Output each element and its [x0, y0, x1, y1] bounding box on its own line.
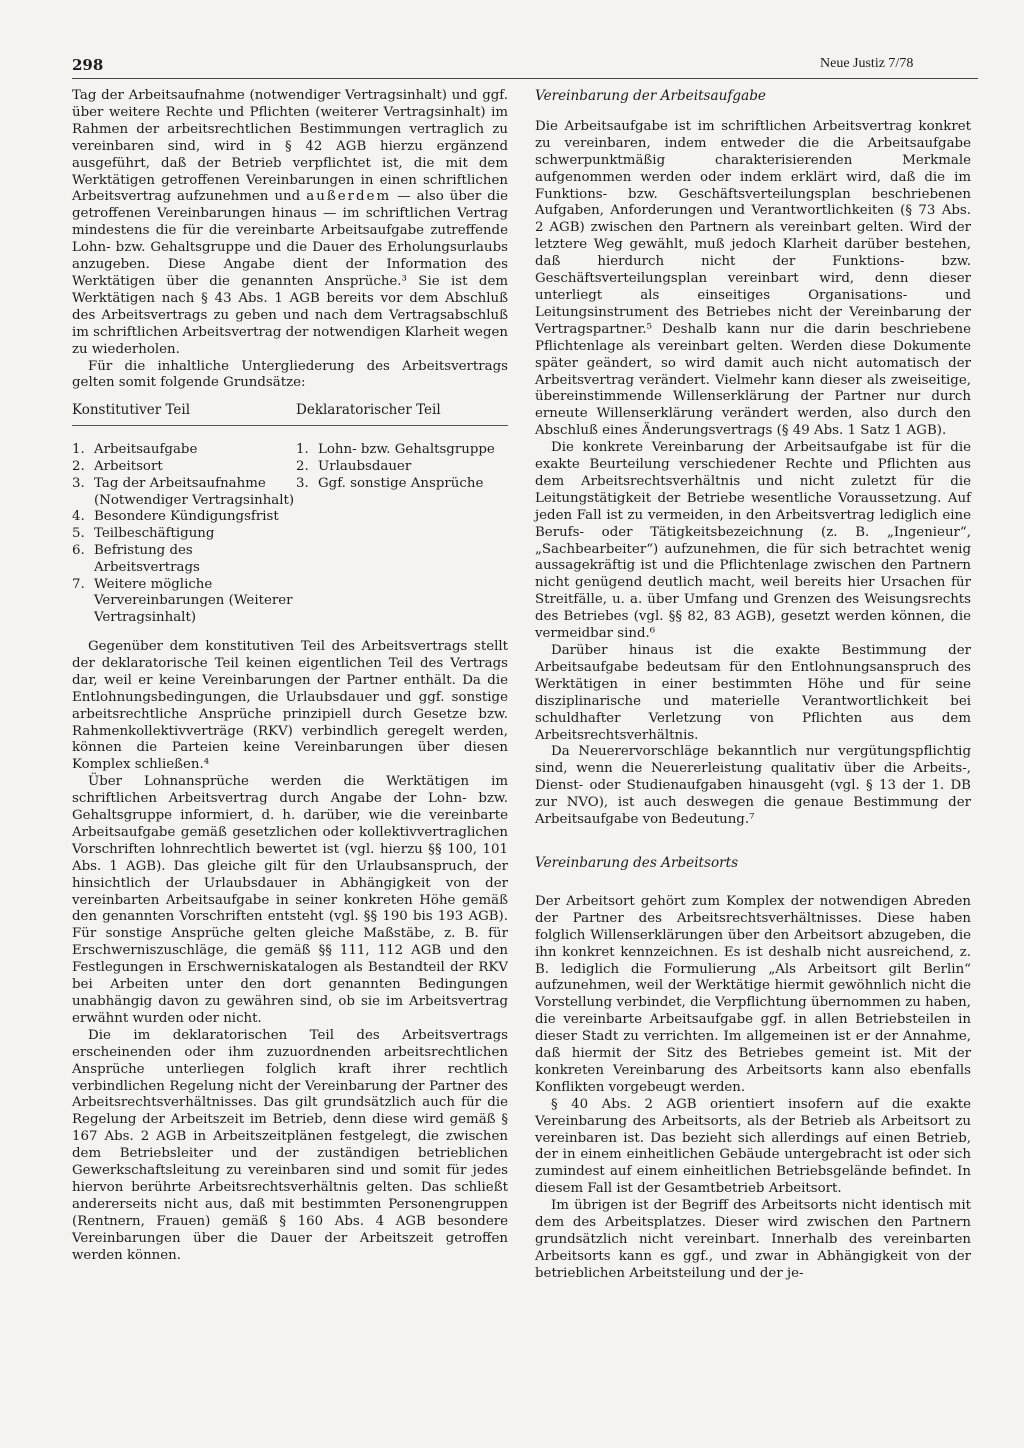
page-number: 298: [72, 56, 104, 74]
paragraph: Für die inhaltliche Untergliederung des Arbeitsvertrags gelten somit folgende Grundsätze:: [72, 358, 508, 391]
right-column: [535, 88, 971, 1283]
list-item-text: Arbeitsaufgabe: [94, 442, 198, 458]
contract-structure-table: [72, 402, 508, 627]
list-item-number: 2.: [296, 459, 309, 475]
left-column: [72, 88, 508, 1265]
paragraph: Die im deklaratorischen Teil des Arbeitsvertrags erscheinenden oder ihm zuzuordnenden arbeitsrechtlichen Ansprüche unterliegen folglich kraft ihrer rechtlich verbindlichen Regelung nicht der Vereinbarung der Partner des Arbeitsrechtsverhältnisses. Das gilt grundsätzlich auch für die Regelung der Arbeitszeit im Betrieb, denn diese wird gemäß § 167 Abs. 2 AGB in Arbeitszeitplänen festgelegt, die zwischen dem Betriebsleiter und der zuständigen betrieblichen Gewerkschaftsleitung zu vereinbaren sind und somit für jedes hiervon berührte Arbeitsrechtsverhältnis gelten. Das schließt andererseits nicht aus, daß mit bestimmten Personengruppen (Rentnern, Frauen) gemäß § 160 Abs. 4 AGB besondere Vereinbarungen über die Dauer der Arbeitszeit getroffen werden können.: [72, 1027, 508, 1263]
list-item-number: 6.: [72, 543, 85, 558]
list-item-text: Besondere Kündigungsfrist: [94, 509, 279, 525]
list-item-text: Tag der Arbeitsaufnahme (Notwendiger Vertragsinhalt): [94, 475, 295, 508]
column-header-konstitutiv: Konstitutiver Teil: [72, 402, 191, 419]
list-item-number: 3.: [72, 475, 85, 491]
list-item: [72, 526, 296, 543]
paragraph: Über Lohnansprüche werden die Werktätigen im schriftlichen Arbeitsvertrag durch Angabe der Lohn- bzw. Gehaltsgruppe informiert, d. h. darüber, wie die vereinbarte Arbeitsaufgabe gemäß gesetzlichen oder kollektivvertraglichen Vorschriften lohnrechtlich bewertet ist (vgl. hierzu §§ 100, 101 Abs. 1 AGB). Das gleiche gilt für den Urlaubsanspruch, der hinsichtlich der Urlaubsdauer in Abhängigkeit von der vereinbarten Arbeitsaufgabe in seiner konkreten Höhe gemäß den genannten Vorschriften entsteht (vgl. §§ 190 bis 193 AGB). Für sonstige Ansprüche gelten gleiche Maßstäbe, z. B. für Erschwerniszuschläge, die gemäß §§ 111, 112 AGB und den Festlegungen in Erschwerniskatalogen als Bestandteil der RKV bei Arbeiten unter den dort genannten Bedingungen unabhängig davon zu gewähren sind, ob sie im Arbeitsvertrag erwähnt wurden oder nicht.: [72, 774, 508, 1026]
list-item: [296, 476, 508, 493]
list-item-text: Befristung des Arbeitsvertrags: [94, 543, 200, 575]
section-heading: Vereinbarung des Arbeitsorts: [535, 854, 739, 871]
paragraph: Die konkrete Vereinbarung der Arbeitsaufgabe ist für die exakte Beurteilung verschiedener Rechte und Pflichten aus dem Arbeitsrechtsverhältnis und nicht zuletzt für die Leitungstätigkeit der Betriebe wesentliche Voraussetzung. Auf jeden Fall ist zu vermeiden, in den Arbeitsvertrag lediglich eine Berufs- oder Tätigkeitsbezeichnung (z. B. „Ingenieur“, „Sachbearbeiter“) aufzunehmen, die für sich betrachtet wenig aussagekräftig ist und die Pflichtenlage zwischen den Partnern nicht genügend deutlich macht, weil bereits hier Ursachen für Streitfälle, u. a. über Umfang und Grenzen des Weisungsrechts des Betriebes (vgl. §§ 82, 83 AGB), gesetzt werden können, die vermeidbar sind.⁶: [535, 440, 971, 642]
paragraph: Tag der Arbeitsaufnahme (notwendiger Vertragsinhalt) und ggf. über weitere Rechte und Pflichten (weiterer Vertragsinhalt) im Rahmen der arbeitsrechtlichen Bestimmungen vertraglich zu vereinbaren sind, wird in § 42 AGB hierzu ergänzend ausgeführt, daß der Betrieb verpflichtet ist, die mit dem Werktätigen getroffenen Vereinbarungen in einen schriftlichen Arbeitsvertrag aufzunehmen und außerdem — also über die getroffenen Vereinbarungen hinaus — im schriftlichen Vertrag mindestens die für die vereinbarte Arbeitsaufgabe zutreffende Lohn- bzw. Gehaltsgruppe und die Dauer des Erholungsurlaubs anzugeben. Diese Angabe dient der Information des Werktätigen über die genannten Ansprüche.³ Sie ist dem Werktätigen nach § 43 Abs. 1 AGB bereits vor dem Abschluß des Arbeitsvertrags zu geben und nach dem Vertragsabschluß im schriftlichen Arbeitsvertrag der notwendigen Klarheit wegen zu wiederholen.: [72, 88, 508, 357]
header-rule: [72, 78, 978, 79]
list-item-number: 3.: [296, 475, 309, 491]
paragraph: Da Neuerervorschläge bekanntlich nur vergütungspflichtig sind, wenn die Neuererleistung qualitativ über die Arbeits-, Dienst- oder Studienaufgaben hinausgeht (vgl. § 13 der 1. DB zur NVO), ist auch deswegen die genaue Bestimmung der Arbeitsaufgabe von Bedeutung.⁷: [535, 744, 971, 828]
table-header: [72, 402, 508, 426]
paragraph: Im übrigen ist der Begriff des Arbeitsorts nicht identisch mit dem des Arbeitsplatzes. Dieser wird zwischen den Partnern grundsätzlich nicht vereinbart. Innerhalb des vereinbarten Arbeitsorts kann es ggf., und zwar in Abhängigkeit von der betrieblichen Arbeitsteilung und der je-: [535, 1198, 971, 1281]
list-item: [72, 459, 296, 476]
list-item-number: 7.: [72, 576, 85, 592]
list-item-number: 1.: [296, 442, 309, 458]
list-item-number: 5.: [72, 526, 85, 542]
section-heading: Vereinbarung der Arbeitsaufgabe: [535, 88, 766, 104]
list-item-text: Urlaubsdauer: [318, 459, 412, 475]
journal-title: Neue Justiz 7/78: [820, 56, 914, 71]
column-header-deklaratorisch: Deklaratorischer Teil: [296, 402, 441, 419]
list-item: [296, 459, 508, 476]
paragraph: § 40 Abs. 2 AGB orientiert insofern auf die exakte Vereinbarung des Arbeitsorts, als der Betrieb als Arbeitsort zu vereinbaren ist. Das bezieht sich allerdings auf einen Betrieb, der in einem einheitlichen Gebäude untergebracht ist oder sich zumindest auf einem einheitlichen Betriebsgelände befindet. In diesem Fall ist der Gesamtbetrieb Arbeitsort.: [535, 1096, 971, 1197]
list-item: [72, 476, 296, 510]
list-item-number: 2.: [72, 459, 85, 475]
paragraph: Gegenüber dem konstitutiven Teil des Arbeitsvertrags stellt der deklaratorische Teil keinen eigentlichen Teil des Vertrags dar, weil er keine Vereinbarungen der Partner enthält. Da die Entlohnungsbedingungen, die Urlaubsdauer und ggf. sonstige arbeitsrechtliche Ansprüche prinzipiell durch Gesetze bzw. Rahmenkollektivverträge (RKV) verbindlich geregelt werden, können die Parteien keine Vereinbarungen über diesen Komplex schließen.⁴: [72, 638, 508, 773]
list-item-text: Arbeitsort: [94, 459, 163, 475]
list-item-text: Teilbeschäftigung: [94, 526, 215, 542]
list-item: [296, 442, 508, 459]
spaced-word: außerdem: [306, 189, 392, 205]
list-item-number: 1.: [72, 442, 85, 458]
list-item: [72, 442, 296, 459]
list-item-text: Weitere mögliche Ververeinbarungen (Weiterer Vertragsinhalt): [94, 576, 293, 626]
paragraph: Der Arbeitsort gehört zum Komplex der notwendigen Abreden der Partner des Arbeitsrechtsverhältnisses. Diese haben folglich Willenserklärungen über den Arbeitsort abzugeben, die ihn konkret kennzeichnen. Es ist deshalb nicht ausreichend, z. B. lediglich die Formulierung „Als Arbeitsort gilt Berlin“ aufzunehmen, weil der Werktätige hiermit gewöhnlich nicht die Vorstellung verbindet, die Verpflichtung übernommen zu haben, die vereinbarte Arbeitsaufgabe ggf. in allen Betriebsteilen in dieser Stadt zu verrichten. Im allgemeinen ist er der Annahme, daß hiermit der Sitz des Betriebes gemeint ist. Mit der konkreten Vereinbarung des Arbeitsorts kann also ebenfalls Konflikten vorgebeugt werden.: [535, 893, 971, 1095]
list-item: [72, 543, 296, 577]
list-item-text: Lohn- bzw. Gehaltsgruppe: [318, 442, 495, 458]
paragraph: Darüber hinaus ist die exakte Bestimmung der Arbeitsaufgabe bedeutsam für den Entlohnungsanspruch des Werktätigen in einer bestimmten Höhe und für seine disziplinarische und materielle Verantwortlichkeit bei schuldhafter Verletzung von Pflichten aus dem Arbeitsrechtsverhältnis.: [535, 643, 971, 743]
list-item: [72, 509, 296, 526]
list-item-text: Ggf. sonstige Ansprüche: [318, 475, 484, 491]
list-item-number: 4.: [72, 509, 85, 525]
paragraph: Die Arbeitsaufgabe ist im schriftlichen Arbeitsvertrag konkret zu vereinbaren, indem entweder die die Arbeitsaufgabe schwerpunktmäßig charakterisierenden Merkmale aufgenommen werden oder indem erklärt wird, daß die im Funktions- bzw. Geschäftsverteilungsplan beschriebenen Aufgaben, Anforderungen und Verantwortlichkeiten (§ 73 Abs. 2 AGB) zwischen den Partnern als vereinbart gelten. Wird der letztere Weg gewählt, muß jedoch Klarheit darüber bestehen, daß hierdurch nicht der Funktions- bzw. Geschäftsverteilungsplan vereinbart wird, denn dieser unterliegt als einseitiges Organisations- und Leitungsinstrument des Betriebes nicht der Vereinbarung der Vertragspartner.⁵ Deshalb kann nur die darin beschriebene Pflichtenlage als vereinbart gelten. Werden diese Dokumente später geändert, so wird damit auch nicht automatisch der Arbeitsvertrag verändert. Vielmehr kann dieser als zweiseitige, übereinstimmende Willenserklärung der Partner nur durch erneute Willenserklärung verändert werden, also durch den Abschluß eines Änderungsvertrags (§ 49 Abs. 1 Satz 1 AGB).: [535, 118, 971, 439]
list-item: [72, 577, 296, 627]
konstitutiv-list: [72, 442, 296, 627]
deklaratorisch-list: [296, 442, 508, 627]
